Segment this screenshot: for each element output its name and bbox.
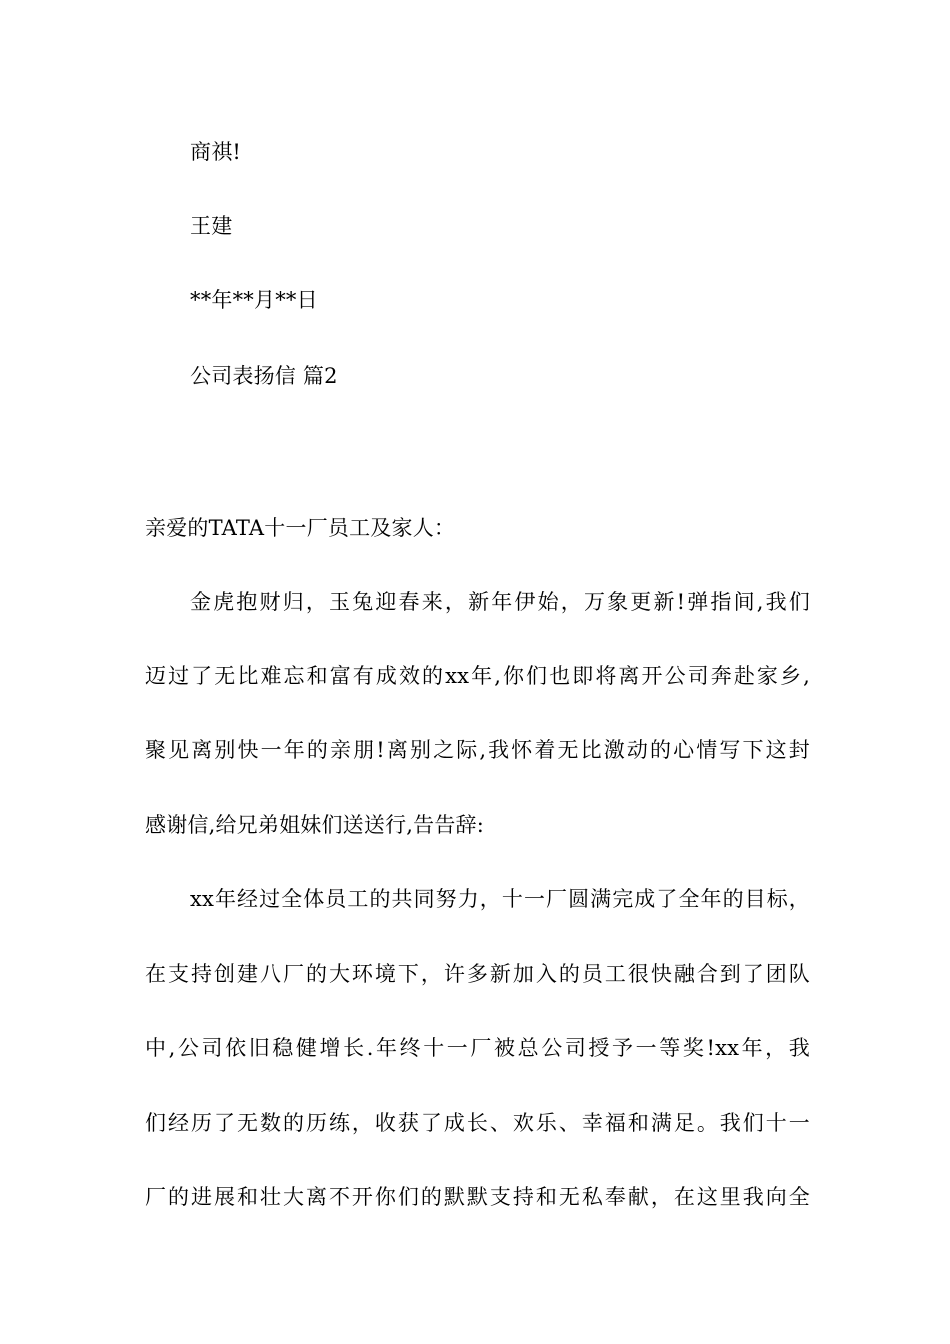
signature-date: **年**月**日	[190, 288, 318, 312]
closing-greeting: 商祺!	[190, 140, 242, 164]
paragraph-line: 们经历了无数的历练，收获了成长、欢乐、幸福和满足。我们十一	[145, 1111, 810, 1135]
paragraph-line: 聚见离别快一年的亲朋!离别之际,我怀着无比激动的心情写下这封	[145, 738, 810, 762]
paragraph-line: 中,公司依旧稳健增长.年终十一厂被总公司授予一等奖!xx年，我	[145, 1036, 810, 1060]
paragraph-line: 金虎抱财归，玉兔迎春来，新年伊始，万象更新!弹指间,我们	[190, 590, 810, 614]
section-heading: 公司表扬信 篇2	[190, 364, 338, 388]
paragraph-line: xx年经过全体员工的共同努力，十一厂圆满完成了全年的目标，	[190, 887, 810, 911]
signature-name: 王建	[190, 214, 233, 238]
paragraph-line: 厂的进展和壮大离不开你们的默默支持和无私奉献，在这里我向全	[145, 1185, 810, 1209]
paragraph-line: 在支持创建八厂的大环境下，许多新加入的员工很快融合到了团队	[145, 962, 810, 986]
salutation: 亲爱的TATA十一厂员工及家人：	[145, 516, 456, 540]
paragraph-line: 迈过了无比难忘和富有成效的xx年,你们也即将离开公司奔赴家乡,	[145, 664, 810, 688]
paragraph-line: 感谢信,给兄弟姐妹们送送行,告告辞:	[145, 813, 485, 837]
